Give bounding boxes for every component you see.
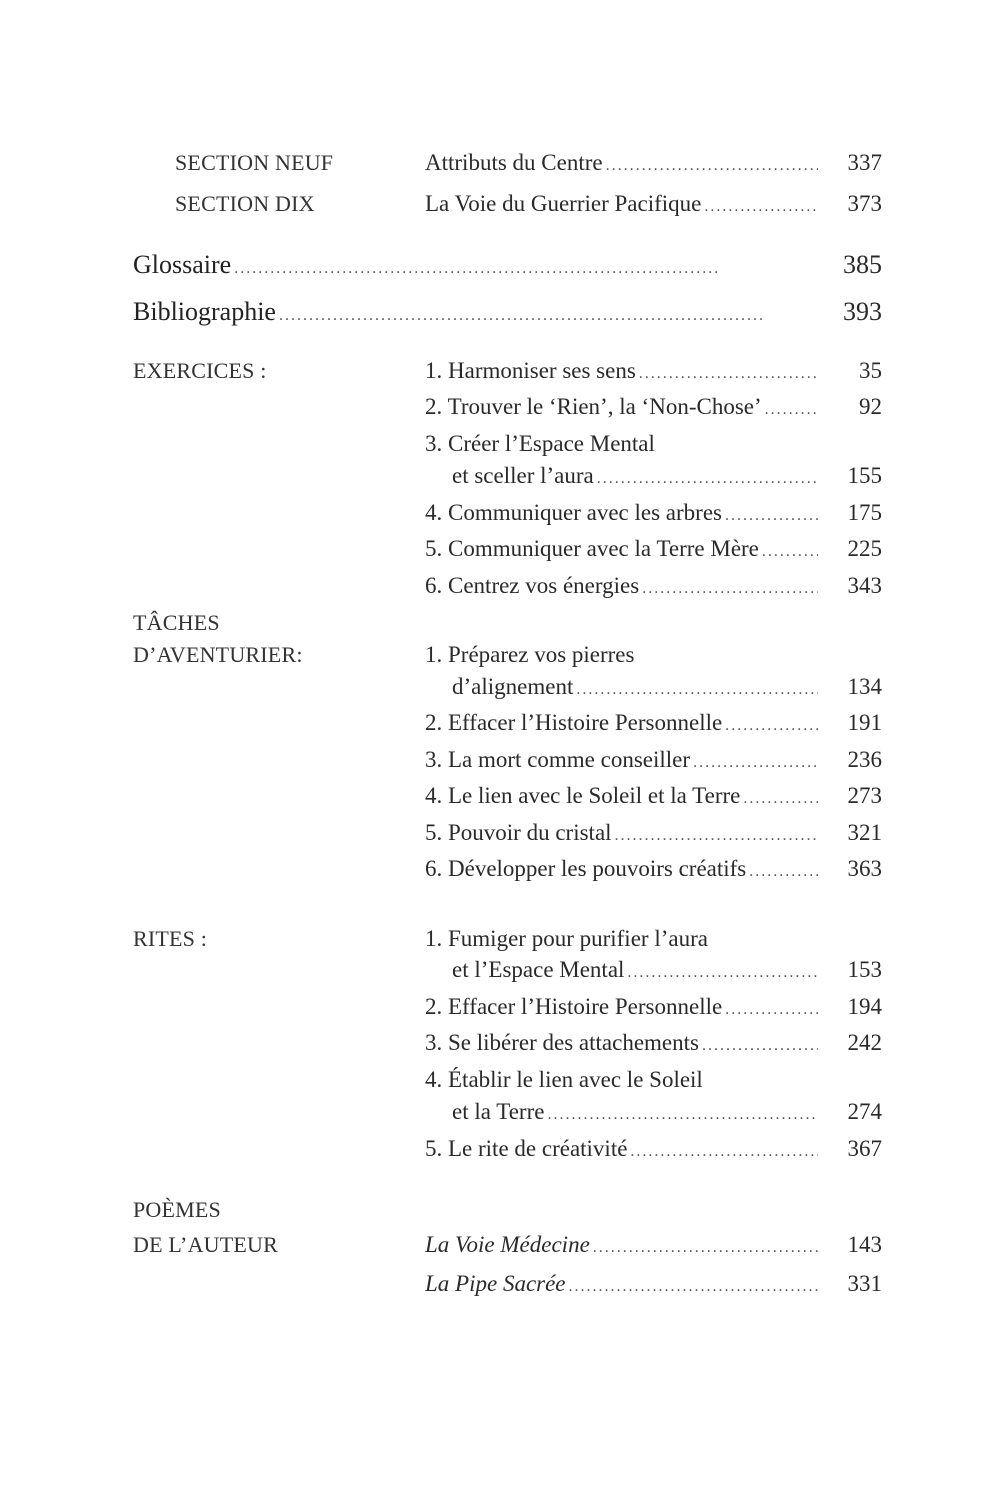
entry-title: 1. Préparez vos pierres xyxy=(425,642,635,667)
page-number: 191 xyxy=(847,710,882,735)
leader-dots xyxy=(765,401,818,419)
page-number: 92 xyxy=(859,394,882,419)
entry-title: 4. Le lien avec le Soleil et la Terre xyxy=(425,783,741,808)
entry-title: 3. Se libérer des attachements xyxy=(425,1030,699,1055)
leader-dots xyxy=(704,198,818,216)
page-number: 274 xyxy=(847,1099,882,1124)
page-number: 134 xyxy=(847,674,882,699)
leader-dots xyxy=(762,543,818,561)
page-number: 331 xyxy=(847,1271,882,1296)
page-number: 321 xyxy=(847,820,882,845)
entry-title: Glossaire xyxy=(133,250,232,279)
page-number: 393 xyxy=(843,297,882,326)
group-label: DE L’AUTEUR xyxy=(133,1232,278,1257)
entry-title: 6. Développer les pouvoirs créatifs xyxy=(425,856,747,881)
entry-title: 3. Créer l’Espace Mental xyxy=(425,431,655,456)
page-number: 373 xyxy=(847,191,882,216)
entry-title-continued: et sceller l’aura xyxy=(452,463,594,488)
leader-dots xyxy=(725,507,818,525)
leader-dots xyxy=(725,1001,818,1019)
entry-title: 4. Établir le lien avec le Soleil xyxy=(425,1067,703,1092)
leader-dots xyxy=(547,1106,818,1124)
entry-title: 6. Centrez vos énergies xyxy=(425,573,640,598)
leader-dots xyxy=(569,1278,818,1296)
leader-dots xyxy=(234,260,818,278)
entry-title: 5. Le rite de créativité xyxy=(425,1136,628,1161)
page-number: 236 xyxy=(847,747,882,772)
entry-title: 4. Communiquer avec les arbres xyxy=(425,500,722,525)
entry-title-continued: et l’Espace Mental xyxy=(452,957,625,982)
page-number: 337 xyxy=(847,150,882,175)
entry-title: Bibliographie xyxy=(133,297,276,326)
entry-title: 1. Harmoniser ses sens xyxy=(425,358,636,383)
leader-dots xyxy=(639,365,818,383)
entry-title: La Pipe Sacrée xyxy=(425,1271,566,1296)
leader-dots xyxy=(615,827,818,845)
leader-dots xyxy=(593,1239,818,1257)
leader-dots xyxy=(606,157,818,175)
page-number: 175 xyxy=(847,500,882,525)
leader-dots xyxy=(279,307,818,325)
entry-title: 5. Communiquer avec la Terre Mère xyxy=(425,536,759,561)
leader-dots xyxy=(693,754,818,772)
page-number: 367 xyxy=(847,1136,882,1161)
entry-title: 2. Trouver le ‘Rien’, la ‘Non-Chose’ xyxy=(425,394,762,419)
leader-dots xyxy=(725,717,818,735)
page-number: 35 xyxy=(859,358,882,383)
entry-title: 5. Pouvoir du cristal xyxy=(425,820,612,845)
leader-dots xyxy=(597,470,818,488)
leader-dots xyxy=(702,1037,818,1055)
page-number: 363 xyxy=(847,856,882,881)
page-number: 225 xyxy=(847,536,882,561)
group-label: RITES : xyxy=(133,926,208,951)
leader-dots xyxy=(627,964,818,982)
group-label: D’AVENTURIER: xyxy=(133,642,303,667)
group-label: POÈMES xyxy=(133,1197,221,1222)
page-number: 242 xyxy=(847,1030,882,1055)
entry-title: 2. Effacer l’Histoire Personnelle xyxy=(425,994,723,1019)
leader-dots xyxy=(743,790,818,808)
entry-title: La Voie Médecine xyxy=(425,1232,590,1257)
entry-title-continued: d’alignement xyxy=(452,674,574,699)
entry-title: Attributs du Centre xyxy=(425,150,603,175)
section-label: SECTION NEUF xyxy=(175,150,334,175)
entry-title: 3. La mort comme conseiller xyxy=(425,747,691,772)
page-number: 273 xyxy=(847,783,882,808)
group-label: EXERCICES : xyxy=(133,358,267,383)
leader-dots xyxy=(576,681,818,699)
leader-dots xyxy=(642,580,818,598)
page-number: 343 xyxy=(847,573,882,598)
page-number: 155 xyxy=(847,463,882,488)
entry-title: 2. Effacer l’Histoire Personnelle xyxy=(425,710,723,735)
entry-title: La Voie du Guerrier Pacifique xyxy=(425,191,702,216)
page-number: 194 xyxy=(847,994,882,1019)
group-label: TÂCHES xyxy=(133,610,220,635)
section-label: SECTION DIX xyxy=(175,191,315,216)
page-number: 143 xyxy=(847,1232,882,1257)
page-number: 385 xyxy=(843,250,882,279)
leader-dots xyxy=(630,1143,818,1161)
page-number: 153 xyxy=(847,957,882,982)
entry-title-continued: et la Terre xyxy=(452,1099,545,1124)
leader-dots xyxy=(749,863,818,881)
entry-title: 1. Fumiger pour purifier l’aura xyxy=(425,926,708,951)
